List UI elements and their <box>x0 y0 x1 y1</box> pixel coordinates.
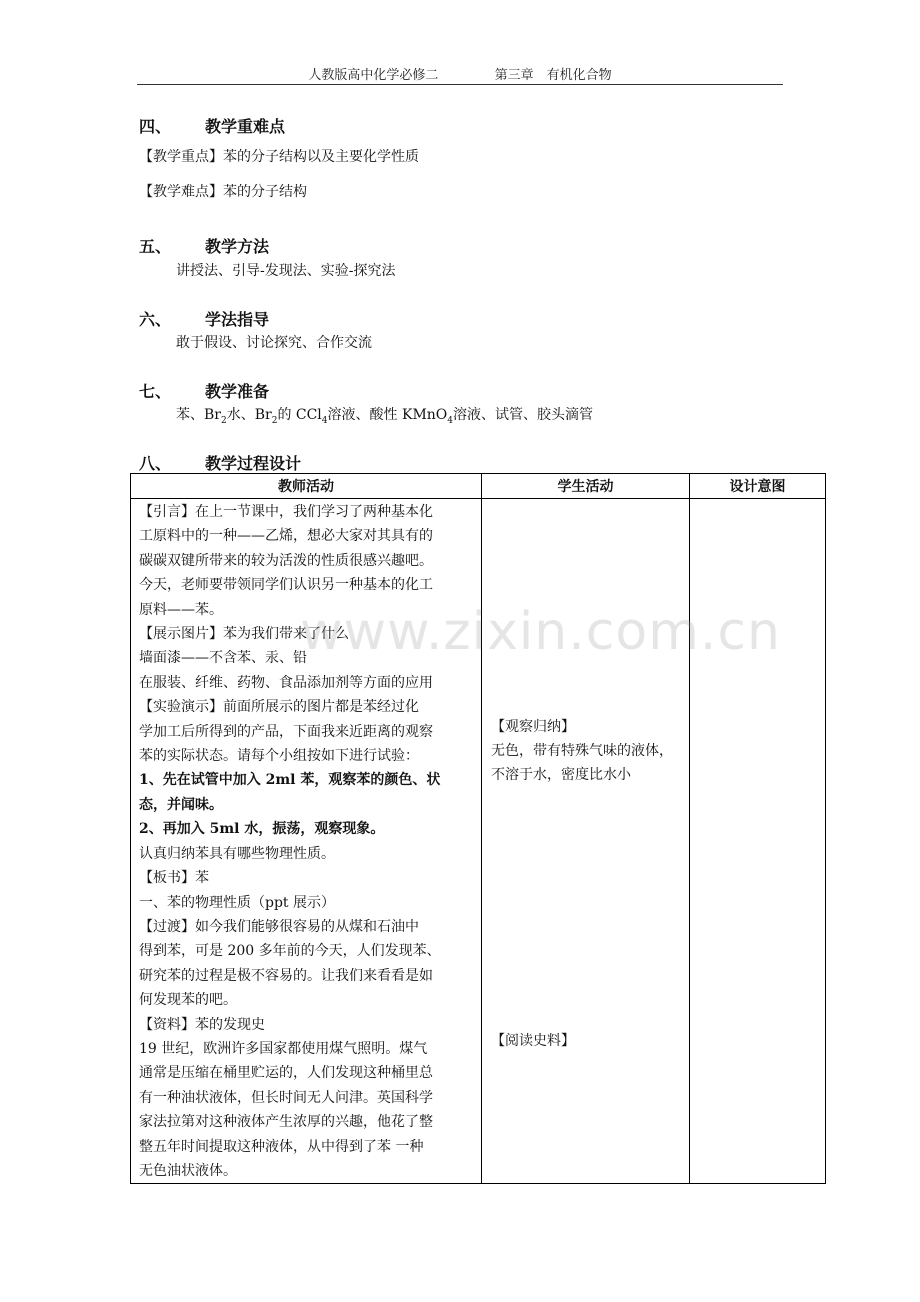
teacher-activity-line: 【实验演示】前面所展示的图片都是苯经过化 <box>139 699 419 716</box>
header-design-intent: 设计意图 <box>690 474 826 499</box>
section-heading-5 <box>139 234 269 257</box>
student-observation-line: 不溶于水，密度比水小 <box>491 767 631 783</box>
teacher-activity-line: 墙面漆——不含苯、汞、铅 <box>139 650 307 667</box>
student-activity-cell <box>482 499 690 1184</box>
section-number: 四、 <box>139 117 172 136</box>
teaching-process-table <box>130 473 826 1184</box>
table-row <box>131 499 826 1184</box>
section-title: 教学重难点 <box>205 117 286 136</box>
teacher-activity-line: 原料——苯。 <box>139 601 223 618</box>
section-heading-6 <box>139 307 269 330</box>
section-number: 七、 <box>139 382 172 401</box>
section-number: 五、 <box>139 237 172 256</box>
teacher-activity-line: 【展示图片】苯为我们带来了什么 <box>139 626 349 643</box>
header-student-activity: 学生活动 <box>482 474 690 499</box>
teacher-activity-line: 态，并闻味。 <box>139 796 223 813</box>
teacher-activity-line: 【资料】苯的发现史 <box>139 1016 265 1033</box>
teacher-activity-line: 工原料中的一种——乙烯，想必大家对其具有的 <box>139 528 433 545</box>
section-heading-7 <box>139 379 269 402</box>
section-title: 教学准备 <box>205 382 270 401</box>
student-reading-text: 【阅读史料】 <box>491 1033 575 1049</box>
page-header <box>137 64 783 85</box>
teacher-activity-line: 苯的实际状态。请每个小组按如下进行试验： <box>139 748 419 765</box>
teacher-activity-line: 通常是压缩在桶里贮运的，人们发现这种桶里总 <box>139 1065 433 1082</box>
teacher-activity-text <box>131 499 481 1183</box>
teacher-activity-line: 今天，老师要带领同学们认识另一种基本的化工 <box>139 577 433 594</box>
teacher-activity-line: 有一种油状液体，但长时间无人问津。英国科学 <box>139 1089 433 1106</box>
watermark: www.zixin.com.cn <box>300 602 781 662</box>
section-title: 教学过程设计 <box>205 454 302 473</box>
design-intent-cell <box>690 499 826 1184</box>
student-observation-text <box>491 715 685 787</box>
teacher-activity-line: 研究苯的过程是极不容易的。让我们来看看是如 <box>139 967 433 984</box>
section-title: 学法指导 <box>205 310 270 329</box>
section-title: 教学方法 <box>205 237 270 256</box>
teacher-activity-line: 1、先在试管中加入 2ml 苯，观察苯的颜色、状 <box>139 772 441 789</box>
header-teacher-activity: 教师活动 <box>131 474 482 499</box>
student-observation-line: 无色，带有特殊气味的液体， <box>491 743 673 759</box>
teacher-activity-line: 碳碳双键所带来的较为活泼的性质很感兴趣吧。 <box>139 552 433 569</box>
key-point-line: 【教学重点】苯的分子结构以及主要化学性质 <box>139 149 419 165</box>
teacher-activity-line: 整五年时间提取这种液体，从中得到了苯 一种 <box>139 1138 424 1155</box>
teacher-activity-line: 无色油状液体。 <box>139 1162 237 1179</box>
teacher-activity-cell <box>131 499 482 1184</box>
section-heading-8 <box>139 451 301 474</box>
teacher-activity-line: 2、再加入 5ml 水，振荡，观察现象。 <box>139 821 385 838</box>
teacher-activity-line: 学加工后所得到的产品，下面我来近距离的观察 <box>139 723 433 740</box>
teaching-methods-line: 讲授法、引导-发现法、实验-探究法 <box>176 263 396 279</box>
teacher-activity-line: 在服装、纤维、药物、食品添加剂等方面的应用 <box>139 674 433 691</box>
teacher-activity-line: 一、苯的物理性质（ppt 展示） <box>139 894 335 911</box>
difficult-point-line: 【教学难点】苯的分子结构 <box>139 184 307 200</box>
study-guidance-line: 敢于假设、讨论探究、合作交流 <box>176 335 372 351</box>
teacher-activity-line: 【板书】苯 <box>139 870 209 887</box>
teacher-activity-line: 认真归纳苯具有哪些物理性质。 <box>139 845 335 862</box>
teacher-activity-line: 得到苯，可是 200 多年前的今天，人们发现苯、 <box>139 943 441 960</box>
section-heading-4 <box>139 114 285 137</box>
header-chapter-title: 第三章 有机化合物 <box>494 68 612 83</box>
materials-line: 苯、$Br_2$水、$Br_2$的 CCl$_4$溶液、酸性 KMnO$_4$溶液、试管、胶头滴管 <box>176 407 594 426</box>
header-book-title: 人教版高中化学必修二 <box>308 68 439 83</box>
teacher-activity-line: 19 世纪，欧洲许多国家都使用煤气照明。煤气 <box>139 1040 428 1057</box>
teacher-activity-line: 【过渡】如今我们能够很容易的从煤和石油中 <box>139 918 419 935</box>
section-number: 六、 <box>139 310 172 329</box>
teacher-activity-line: 家法拉第对这种液体产生浓厚的兴趣，他花了整 <box>139 1114 433 1131</box>
teacher-activity-line: 【引言】在上一节课中，我们学习了两种基本化 <box>139 504 433 520</box>
section-number: 八、 <box>139 454 172 473</box>
student-observation-line: 【观察归纳】 <box>491 719 575 735</box>
table-header-row <box>131 474 826 499</box>
teacher-activity-line: 何发现苯的吧。 <box>139 992 237 1009</box>
